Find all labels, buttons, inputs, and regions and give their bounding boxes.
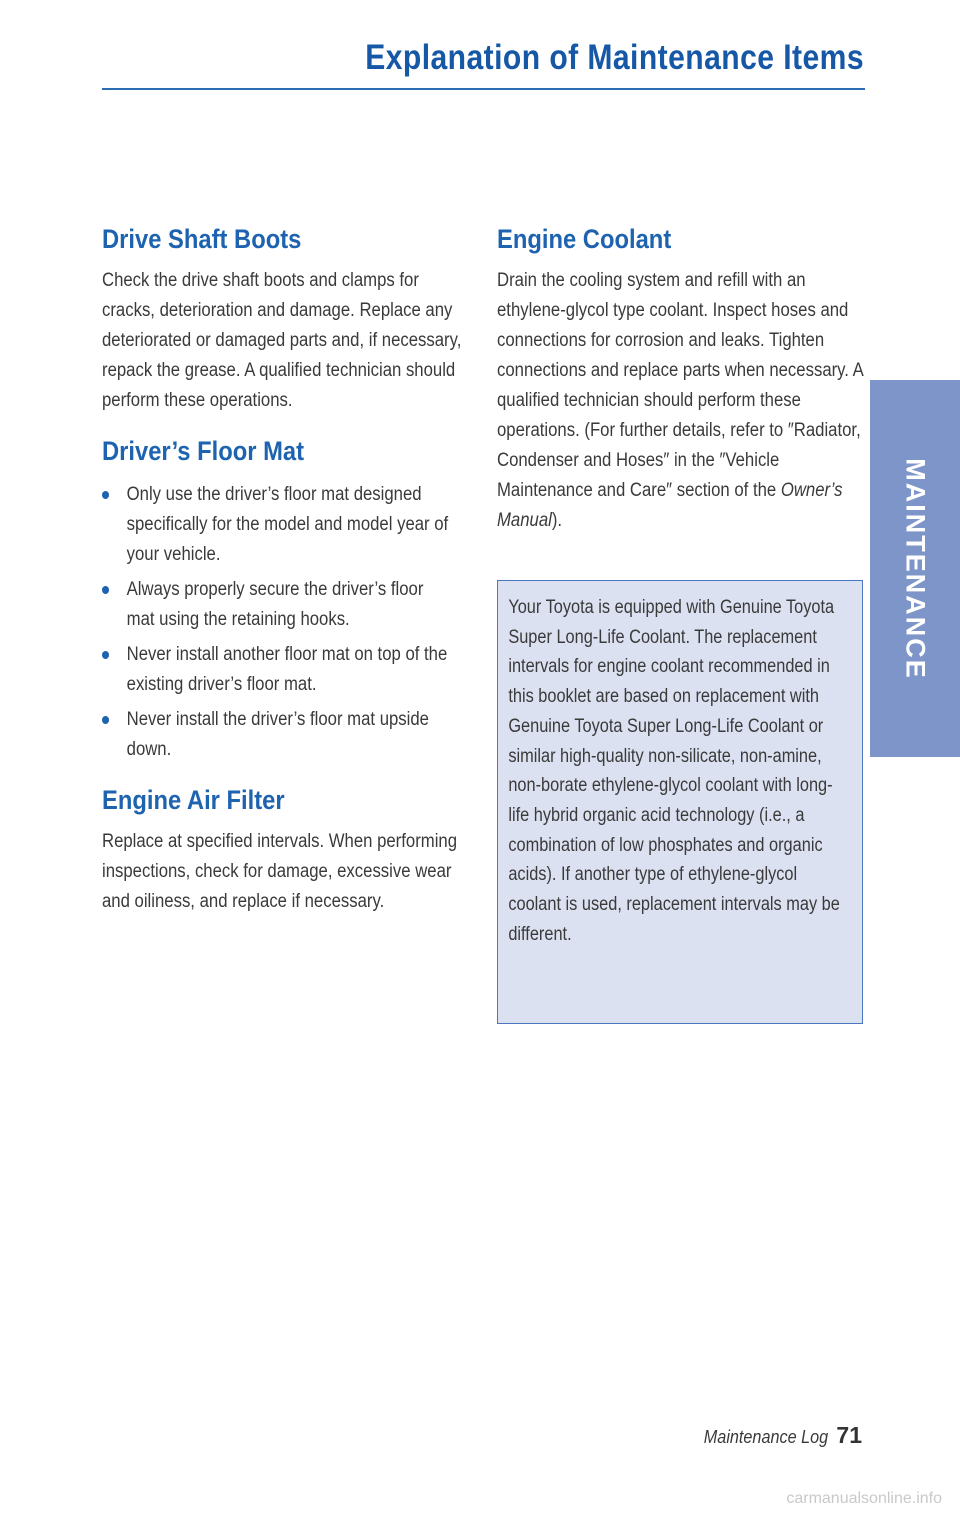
page-footer [690, 1422, 862, 1449]
side-tab-label: MAINTENANCE [900, 457, 931, 680]
footer-label: Maintenance Log [704, 1427, 829, 1447]
coolant-note-box [497, 580, 863, 1024]
floor-mat-bullet-list [102, 480, 454, 765]
text-drive-shaft-boots: Check the drive shaft boots and clamps for cracks, deterioration and damage. Replace any deteriorated or damaged parts and, if necessary, repack the grease. A qualified technician should perform these operations. [102, 270, 462, 411]
heading-drivers-floor-mat: Driver’s Floor Mat [102, 436, 305, 466]
bullet-icon [102, 716, 109, 724]
list-item [102, 640, 454, 700]
section-engine-air-filter [102, 783, 472, 917]
bullet-text: Always properly secure the driver’s floor mat using the retaining hooks. [126, 579, 424, 630]
owners-manual-reference: Owner’s Manual [497, 480, 843, 531]
section-engine-coolant [497, 222, 867, 536]
text-engine-coolant [497, 266, 867, 536]
watermark: carmanualsonline.info [786, 1490, 942, 1507]
title-divider [102, 88, 865, 90]
coolant-text-main: Drain the cooling system and refill with an ethylene-glycol type coolant. Inspect hoses and connections for corrosion and leaks. Tighten connections and replace parts when necessary. A qualified technician should perform these operations. (For further details, refer to ″Radiator, Condenser and Hoses″ in the ″Vehicle Maintenance and Care″ section of the [497, 270, 863, 501]
bullet-icon [102, 651, 109, 659]
section-drive-shaft-boots [102, 222, 472, 416]
bullet-icon [102, 586, 109, 594]
page-number: 71 [836, 1422, 862, 1448]
section-drivers-floor-mat [102, 434, 472, 765]
heading-engine-coolant: Engine Coolant [497, 224, 672, 254]
list-item [102, 575, 454, 635]
list-item [102, 480, 454, 570]
heading-engine-air-filter: Engine Air Filter [102, 785, 285, 815]
heading-drive-shaft-boots: Drive Shaft Boots [102, 224, 302, 254]
list-item [102, 705, 454, 765]
page-title: Explanation of Maintenance Items [365, 38, 864, 77]
text-engine-air-filter: Replace at specified intervals. When performing inspections, check for damage, excessive wear and oiliness, and replace if necessary. [102, 831, 458, 912]
bullet-text: Never install the driver’s floor mat upside down. [126, 709, 429, 760]
coolant-note-text: Your Toyota is equipped with Genuine Toyota Super Long-Life Coolant. The replacement intervals for engine coolant recommended in this booklet are based on replacement with Genuine Toyota Super Long-Life Coolant or similar high-quality non-silicate, non-amine, non-borate ethylene-glycol coolant with long-life hybrid organic acid technology (i.e., a combination of low phosphates and organic acids). If another type of ethylene-glycol coolant is used, replacement intervals may be different. [508, 597, 840, 945]
left-column [102, 222, 472, 917]
bullet-icon [102, 491, 109, 499]
bullet-text: Only use the driver’s floor mat designed specifically for the model and model year of your vehicle. [126, 484, 449, 565]
bullet-text: Never install another floor mat on top of the existing driver’s floor mat. [126, 644, 448, 695]
side-tab-maintenance [870, 380, 960, 757]
coolant-text-end: ). [551, 510, 563, 531]
right-column [497, 222, 867, 536]
